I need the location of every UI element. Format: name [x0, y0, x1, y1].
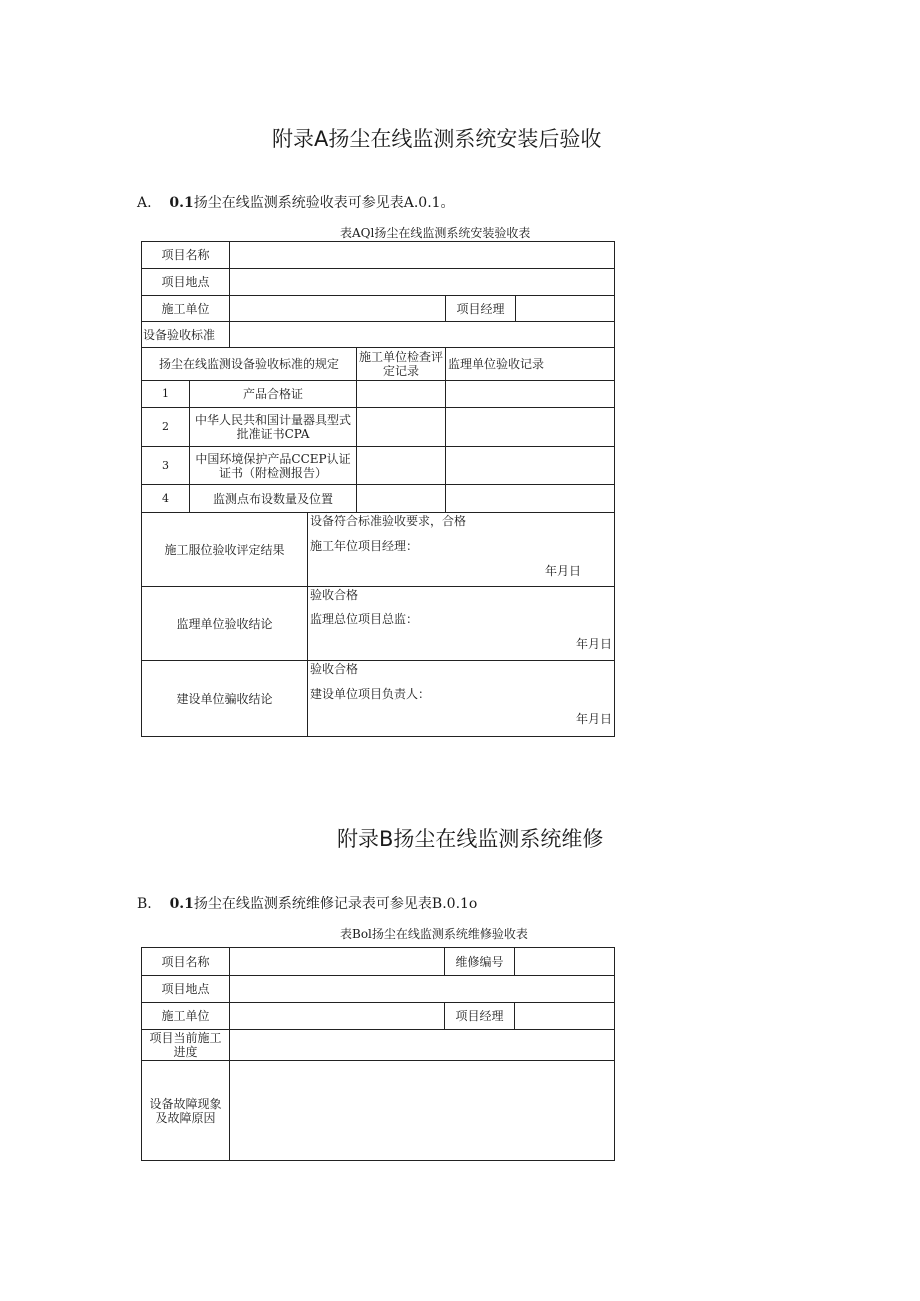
item-contractor-record[interactable] [357, 485, 446, 513]
item-supervisor-record[interactable] [446, 408, 615, 447]
conclusion-label: 建设单位骗收结论 [142, 661, 308, 737]
project-manager-label: 项目经理 [446, 296, 516, 322]
conclusion-signer: 建设单位项目负责人： [310, 687, 431, 701]
conclusion-cell[interactable] [308, 661, 615, 737]
section-a-prefix: A. [137, 195, 152, 211]
conclusion-signer: 施工年位项目经理： [310, 539, 419, 553]
item-name: 中国环境保护产品CCEP认证证书（附检测报告） [190, 447, 357, 485]
project-site-label: 项目地点 [142, 976, 230, 1003]
appendix-b-title: 附录B扬尘在线监测系统维修 [337, 827, 604, 851]
conclusion-label: 施工服位验收评定结果 [142, 513, 308, 587]
conclusion-line1: 验收合格 [310, 662, 359, 676]
section-b-prefix: B. [137, 896, 152, 912]
standard-value[interactable] [230, 322, 615, 348]
project-site-value[interactable] [230, 976, 615, 1003]
item-number: 4 [142, 485, 190, 513]
progress-label: 项目当前施工进度 [142, 1030, 230, 1061]
conclusion-date: 年月日 [576, 712, 613, 726]
item-contractor-record[interactable] [357, 381, 446, 408]
conclusion-line1: 设备符合标准验收要求，合格 [310, 514, 467, 528]
fault-value[interactable] [230, 1061, 615, 1161]
conclusion-label: 监理单位验收结论 [142, 587, 308, 661]
project-site-label: 项目地点 [142, 269, 230, 296]
item-number: 3 [142, 447, 190, 485]
conclusion-line1: 验收合格 [310, 588, 359, 602]
project-name-label: 项目名称 [142, 242, 230, 269]
project-manager-label: 项目经理 [445, 1003, 515, 1030]
project-name-value[interactable] [230, 242, 615, 269]
project-site-value[interactable] [230, 269, 615, 296]
project-name-value[interactable] [230, 948, 445, 976]
section-b-number: 0.1 [169, 896, 194, 912]
item-name: 监测点布设数量及位置 [190, 485, 357, 513]
progress-value[interactable] [230, 1030, 615, 1061]
section-a-heading [137, 192, 455, 212]
repair-table-b [141, 947, 615, 1161]
item-contractor-record[interactable] [357, 447, 446, 485]
item-name: 中华人民共和国计量器具型式批准证书CPA [190, 408, 357, 447]
item-supervisor-record[interactable] [446, 381, 615, 408]
conclusion-date: 年月日 [576, 637, 613, 651]
conclusion-cell[interactable] [308, 587, 615, 661]
project-manager-value[interactable] [516, 296, 615, 322]
acceptance-table-a [141, 241, 615, 737]
item-number: 2 [142, 408, 190, 447]
repair-number-label: 维修编号 [445, 948, 515, 976]
item-name: 产品合格证 [190, 381, 357, 408]
rule-column-header: 扬尘在线监测设备验收标准的规定 [142, 348, 357, 381]
section-b-text: 扬尘在线监测系统维修记录表可参见表B.0.1o [193, 896, 478, 912]
table-a-caption: 表AQl扬尘在线监测系统安装验收表 [340, 226, 531, 240]
contractor-value[interactable] [230, 296, 446, 322]
section-b-heading [137, 893, 477, 913]
conclusion-cell[interactable] [308, 513, 615, 587]
appendix-a-title: 附录A扬尘在线监测系统安装后验收 [272, 127, 602, 151]
contractor-label: 施工单位 [142, 296, 230, 322]
contractor-check-column-header: 施工单位检查评定记录 [357, 348, 446, 381]
project-manager-value[interactable] [515, 1003, 615, 1030]
section-a-text: 扬尘在线监测系统验收表可参见表A.0.1。 [193, 195, 455, 211]
item-contractor-record[interactable] [357, 408, 446, 447]
section-a-number: 0.1 [169, 195, 194, 211]
contractor-value[interactable] [230, 1003, 445, 1030]
item-supervisor-record[interactable] [446, 447, 615, 485]
item-number: 1 [142, 381, 190, 408]
conclusion-date: 年月日 [545, 564, 582, 578]
fault-label: 设备故障现象及故障原因 [142, 1061, 230, 1161]
conclusion-signer: 监理总位项目总监： [310, 612, 419, 626]
repair-number-value[interactable] [515, 948, 615, 976]
contractor-label: 施工单位 [142, 1003, 230, 1030]
item-supervisor-record[interactable] [446, 485, 615, 513]
table-b-caption: 表Bol扬尘在线监测系统维修验收表 [340, 927, 528, 941]
project-name-label: 项目名称 [142, 948, 230, 976]
standard-label: 设备验收标准 [142, 322, 230, 348]
supervisor-check-column-header: 监理单位验收记录 [446, 348, 615, 381]
